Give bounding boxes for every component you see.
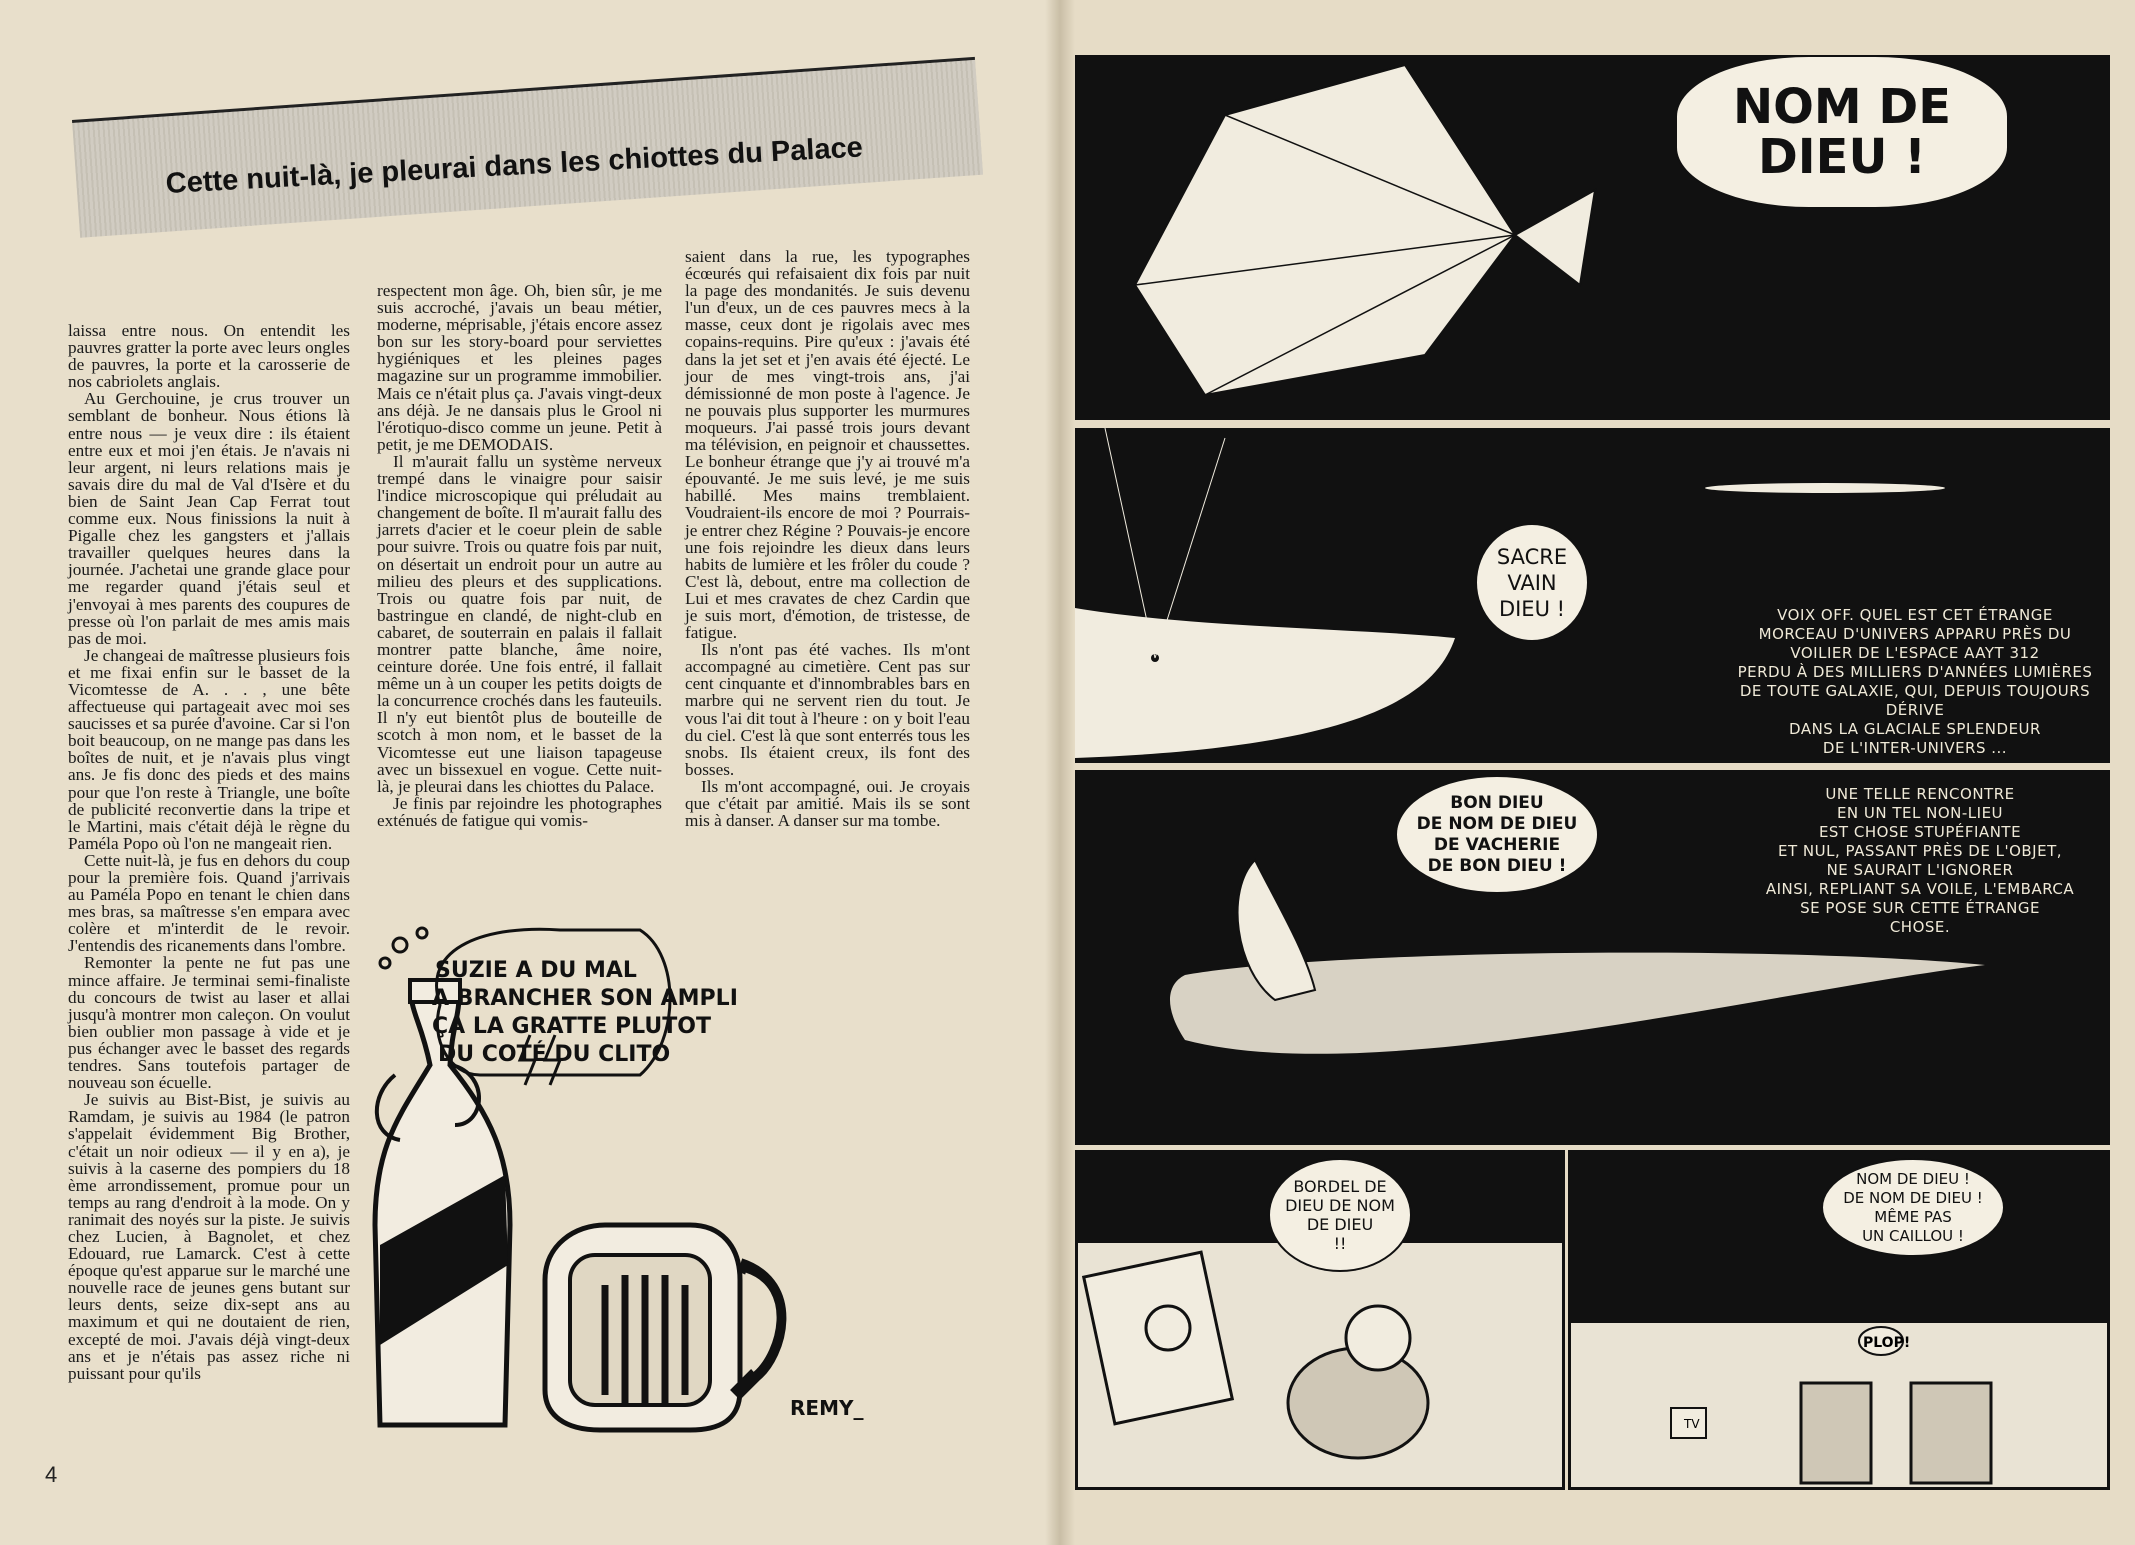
caption-line: NE SAURAIT L'IGNORER	[1826, 861, 2014, 879]
speech-bubble-sacre-vain-dieu	[1475, 523, 1589, 642]
caption-line: MORCEAU D'UNIVERS APPARU PRÈS DU	[1758, 625, 2072, 643]
paragraph: Je changeai de maîtresse plusieurs fois et me fixai enfin sur le basset de la Vicomtesse de A. . . , une bête affectueuse qui partageait avec moi ses saucisses et sa purée d'avoine. Car si l'on boit beaucoup, on ne mange pas dans les boîtes de nuit, et je n'avais plus vingt ans. Je fis donc des pieds et des mains pour que l'on reste à Triangle, une boîte de publicité reconvertie dans la tripe et le Martini, mais c'était déjà le règne du Paméla Popo où l'on ne mangeait rien.	[68, 645, 350, 853]
article-headline: Cette nuit-là, je pleurai dans les chiottes du Palace	[165, 131, 864, 200]
radio-drawing	[520, 1035, 779, 1430]
text-column-2	[377, 282, 662, 829]
caption-line: DE TOUTE GALAXIE, QUI, DEPUIS TOUJOURS	[1739, 682, 2091, 700]
comic-panel-2	[1075, 428, 2110, 763]
bubble-line: BON DIEU	[1450, 792, 1544, 813]
caption-line: DÉRIVE	[1885, 701, 1945, 719]
caption-line: CHOSE.	[1889, 918, 1951, 936]
tv-label: TV	[1684, 1417, 1700, 1431]
comic-panel-3	[1075, 770, 2110, 1145]
paragraph: saient dans la rue, les typographes écœurés qui refaisaient dix fois par nuit la page des mondanités. Je suis devenu l'un d'eux, un de ces pauvres mecs à la masse, ceux dont je rigolais avec mes copains-requins. Pire qu'eux : j'avais été dans la jet set et j'en avais été éjecté. Le jour de mes vingt-trois ans, j'ai démissionné de mon poste à l'agence. Je ne pouvais plus supporter les murmures moqueurs. J'ai passé trois jours devant ma télévision, en peignoir et chaussettes. Le bonheur étrange que j'y ai trouvé m'a épouvanté. Je me suis levé, je me suis habillé. Mes mains tremblaient. Voudraient-ils encore de moi ? Pourrais-je entrer chez Régine ? Pouvais-je encore une fois rejoindre les dieux dans leurs habits de lumière et les frôler du coude ? C'est là, debout, entre ma collection de Lui et mes cravates de chez Cardin que je suis mort, d'émotion, de tristesse, de fatigue.	[685, 247, 970, 643]
bubble-line: DE NOM DE DIEU !	[1843, 1188, 1983, 1207]
speech-bubble-meme-pas	[1821, 1158, 2005, 1257]
artist-signature: REMY_	[790, 1396, 864, 1420]
bubble-line: NOM DE	[1732, 79, 1952, 135]
bubble-line: DIEU !	[1757, 129, 1927, 185]
comic-panel-5	[1568, 1150, 2110, 1490]
bubble-line: DE DIEU	[1306, 1215, 1374, 1234]
speech-bubble-bordel	[1268, 1158, 1412, 1272]
page-number: 4	[45, 1462, 58, 1487]
comic-panel-4	[1075, 1150, 1565, 1490]
paragraph: Cette nuit-là, je fus en dehors du coup pour la première fois. Quand j'arrivais au Paméla Popo en tenant le chien dans mes bras, sa maîtresse s'en empara avec colère et m'interdit de le revoir. J'entendis des ricanements dans l'ombre.	[68, 850, 350, 956]
bubble-line: NOM DE DIEU !	[1856, 1169, 1970, 1188]
paragraph: laissa entre nous. On entendit les pauvres gratter la porte avec leurs ongles de pauvres, la porte et la carosserie de nos cabriolets anglais.	[68, 321, 350, 392]
caption-line: VOILIER DE L'ESPACE AAYT 312	[1790, 644, 2040, 662]
paragraph: Je suivis au Bist-Bist, je suivis au Ramdam, je suivis au 1984 (le patron s'appelait évidemment Big Brother, c'était un noir odieux — il y en a), je suivis à la caserne des pompiers du 18 ème arrondissement, promue pour un temps au rang d'endroit à la mode. On y ranimait des noyés sur la piste. Je suivis chez Lucien, à Bagnolet, et chez Edouard, rue Lamarck. C'est à cette époque qu'est apparue sur le marché une nouvelle race de jeunes gens butant sur leurs dents, seize dix-sept ans au maximum et qui ne doutaient de rien, excepté de moi. J'avais déjà vingt-deux ans et je n'étais pas assez riche ni puissant pour qu'ils	[68, 1090, 350, 1383]
paragraph: Remonter la pente ne fut pas une mince affaire. Je terminai semi-finaliste du concours de twist au laser et allai jusqu'à montrer mon caleçon. On voulut bien oublier mon passage à vide et je pus échanger avec le basset des regards tendres. Sans toutefois partager de nouveau son écuelle.	[68, 953, 350, 1093]
paragraph: Ils n'ont pas été vaches. Ils m'ont accompagné au cimetière. Cent pas sur cent cinquante et d'innombrables bars en marbre qui ne servent rien du tout. Je vous l'ai dit tout à l'heure : on y boit l'eau du ciel. C'est là que sont enterrés tous les snobs. Ils étaient creux, ils font des bosses.	[685, 640, 970, 779]
paragraph: Au Gerchouine, je crus trouver un semblant de bonheur. Nous étions là entre nous — je veux dire : ils étaient entre eux et moi j'en étais. Je n'avais ni leur argent, ni leurs relations mais je savais dire du mal de Val d'Isère et du bien de Saint Jean Cap Ferrat tout comme eux. Nous finissions la nuit à Pigalle chez les gangsters et j'allais travailler quelques heures dans la journée. J'achetai une grande glace pour me regarder quand j'étais seul et j'envoyai à mes parents des coupures de presse où l'on parlait de mes amis mais pas de moi.	[68, 389, 350, 648]
text-column-3	[685, 248, 970, 829]
bubble-line: DIEU !	[1498, 596, 1566, 621]
caption-line: AINSI, REPLIANT SA VOILE, L'EMBARCA	[1765, 880, 2075, 898]
caption-line: EST CHOSE STUPÉFIANTE	[1818, 823, 2022, 841]
bubble-line: MÊME PAS	[1874, 1207, 1952, 1226]
speech-line: DU COTÉ DU CLITO	[438, 1042, 671, 1067]
paragraph: respectent mon âge. Oh, bien sûr, je me suis accroché, j'avais un beau métier, moderne, méprisable, j'étais encore assez bon sur les story-board pour serviettes hygiéniques et les pleines pages magazine sur un programme immobilier. Mais ce n'était plus ça. J'avais vingt-deux ans déjà. Je ne dansais plus le Grool ni l'érotiquo-disco comme un jeune. Petit à petit, je me DEMODAIS.	[377, 281, 662, 454]
paragraph: Il m'aurait fallu un système nerveux trempé dans le vinaigre pour saisir l'indice microscopique qui préludait au changement de boîte. Il m'aurait fallu des jarrets d'acier et le coeur plein de sable pour suivre. Trois ou quatre fois par nuit, on désertait un endroit pour un autre au milieu des pleurs et des supplications. Trois ou quatre fois par nuit, de bastringue en clandé, de night-club en cabaret, de souterrain en palais il fallait montrer patte blanche, âme noire, ceinture dorée. Une fois entré, il fallait même un à un couper les petits doigts de la concurrence crochés dans les fauteuils. Il n'y eut bientôt plus de bouteille de scotch à mon nom, et le basset de la Vicomtesse eut une liaison tapageuse avec un bissexuel en vogue. Cette nuit-là, je pleurai dans les chiottes du Palace.	[377, 451, 662, 796]
caption-line: SE POSE SUR CETTE ÉTRANGE	[1800, 899, 2040, 917]
bubble-line: !!	[1333, 1234, 1347, 1253]
caption-line: ET NUL, PASSANT PRÈS DE L'OBJET,	[1777, 842, 2063, 860]
bubble-line: SACRE	[1496, 544, 1568, 569]
bottle-radio-illustration	[360, 925, 1040, 1445]
caption-line: DE L'INTER-UNIVERS ...	[1822, 739, 2008, 757]
caption-line: EN UN TEL NON-LIEU	[1836, 804, 2004, 822]
comic-panel-1	[1075, 55, 2110, 420]
bubble-line: DE VACHERIE	[1433, 834, 1561, 855]
speech-line: SUZIE A DU MAL	[435, 958, 637, 983]
speech-bubble-bon-dieu	[1395, 775, 1599, 894]
speech-bubble-nom-de-dieu	[1675, 55, 2009, 209]
speech-line: ÇA LA GRATTE PLUTOT	[432, 1014, 711, 1039]
caption-line: DANS LA GLACIALE SPLENDEUR	[1789, 720, 2041, 738]
bubble-line: VAIN	[1507, 570, 1557, 595]
paragraph: Ils m'ont accompagné, oui. Je croyais que c'était par amitié. Mais ils se sont mis à danser. A danser sur ma tombe.	[685, 776, 970, 831]
sound-effect-plop: PLOP!	[1863, 1335, 1911, 1351]
page-gutter	[1045, 0, 1075, 1545]
text-column-1	[68, 322, 350, 1382]
paragraph: Je finis par rejoindre les photographes exténués de fatigue qui vomis-	[377, 793, 662, 830]
bubble-line: DIEU DE NOM	[1285, 1196, 1395, 1215]
bubble-line: UN CAILLOU !	[1862, 1226, 1964, 1245]
caption-rencontre	[1755, 785, 2085, 937]
bubble-line: BORDEL DE	[1293, 1177, 1387, 1196]
caption-line: PERDU À DES MILLIERS D'ANNÉES LUMIÈRES	[1737, 663, 2093, 681]
speech-bubble	[432, 929, 738, 1075]
caption-voix-off	[1730, 606, 2100, 758]
caption-line: UNE TELLE RENCONTRE	[1825, 785, 2015, 803]
bubble-line: DE NOM DE DIEU	[1416, 813, 1578, 834]
bubble-line: DE BON DIEU !	[1427, 855, 1567, 876]
speech-line: A BRANCHER SON AMPLI	[432, 986, 738, 1011]
caption-line: VOIX OFF. QUEL EST CET ÉTRANGE	[1777, 606, 2053, 624]
